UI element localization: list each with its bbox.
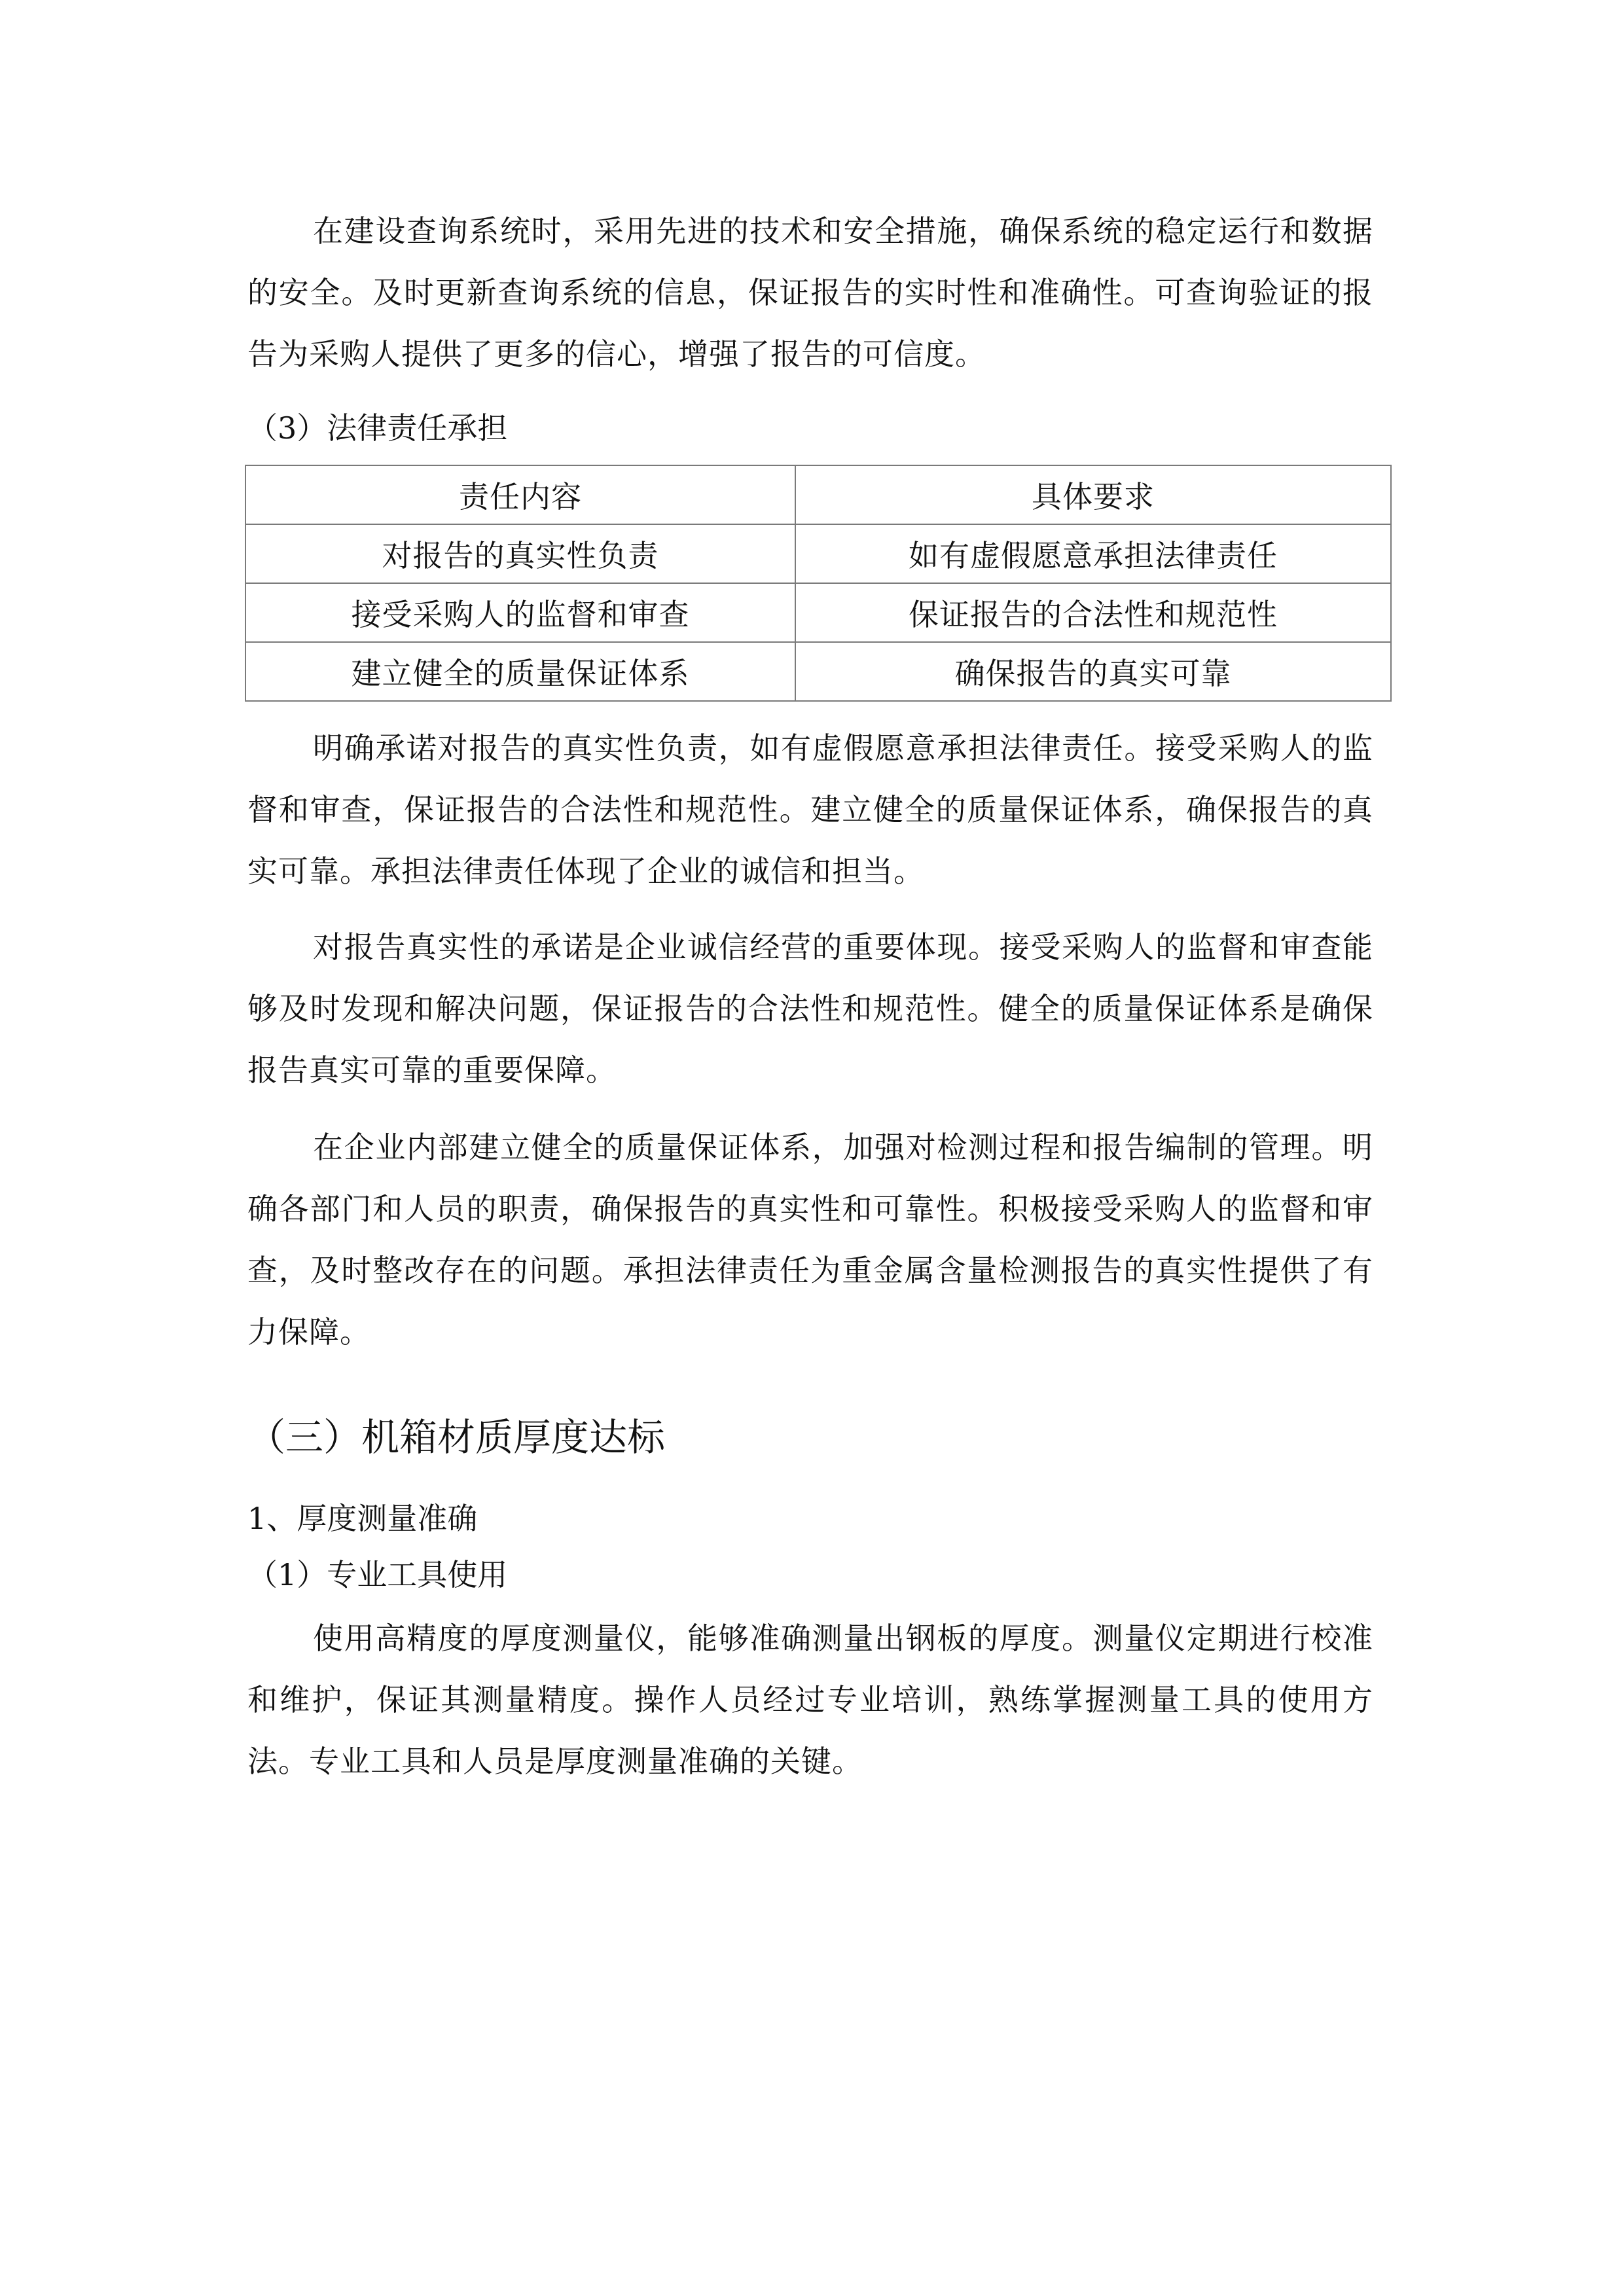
table-cell: 确保报告的真实可靠 — [795, 642, 1391, 701]
paragraph-query-system: 在建设查询系统时，采用先进的技术和安全措施，确保系统的稳定运行和数据的安全。及时更新查询系统的信息，保证报告的实时性和准确性。可查询验证的报告为采购人提供了更多的信心，增强了报告的可信度。 — [247, 213, 1373, 372]
subheading-professional-tools: （1）专业工具使用 — [247, 1557, 508, 1592]
paragraph-quality-system: 在企业内部建立健全的质量保证体系，加强对检测过程和报告编制的管理。明确各部门和人员的职责，确保报告的真实性和可靠性。积极接受采购人的监督和审查，及时整改存在的问题。承担法律责任为重金属含量检测报告的真实性提供了有力保障。 — [247, 1130, 1373, 1350]
paragraph-commitment: 明确承诺对报告的真实性负责，如有虚假愿意承担法律责任。接受采购人的监督和审查，保证报告的合法性和规范性。建立健全的质量保证体系，确保报告的真实可靠。承担法律责任体现了企业的诚信和担当。 — [247, 730, 1373, 889]
responsibility-table — [245, 465, 1392, 702]
table-cell: 对报告的真实性负责 — [245, 524, 795, 583]
section-heading-chassis-thickness: （三）机箱材质厚度达标 — [247, 1415, 666, 1460]
paragraph-integrity: 对报告真实性的承诺是企业诚信经营的重要体现。接受采购人的监督和审查能够及时发现和解决问题，保证报告的合法性和规范性。健全的质量保证体系是确保报告真实可靠的重要保障。 — [247, 929, 1373, 1088]
table-cell: 建立健全的质量保证体系 — [245, 642, 795, 701]
subheading-legal-responsibility: （3）法律责任承担 — [247, 410, 508, 446]
table-header-cell: 责任内容 — [245, 465, 795, 524]
table-cell: 如有虚假愿意承担法律责任 — [795, 524, 1391, 583]
table-cell: 接受采购人的监督和审查 — [245, 583, 795, 642]
table-header-cell: 具体要求 — [795, 465, 1391, 524]
table-row — [245, 642, 1391, 701]
table-header-row — [245, 465, 1391, 524]
table-row — [245, 524, 1391, 583]
paragraph-measuring-instruments: 使用高精度的厚度测量仪，能够准确测量出钢板的厚度。测量仪定期进行校准和维护，保证其测量精度。操作人员经过专业培训，熟练掌握测量工具的使用方法。专业工具和人员是厚度测量准确的关键。 — [247, 1621, 1373, 1779]
table-row — [245, 583, 1391, 642]
table-cell: 保证报告的合法性和规范性 — [795, 583, 1391, 642]
subheading-thickness-measurement: 1、厚度测量准确 — [247, 1501, 478, 1536]
